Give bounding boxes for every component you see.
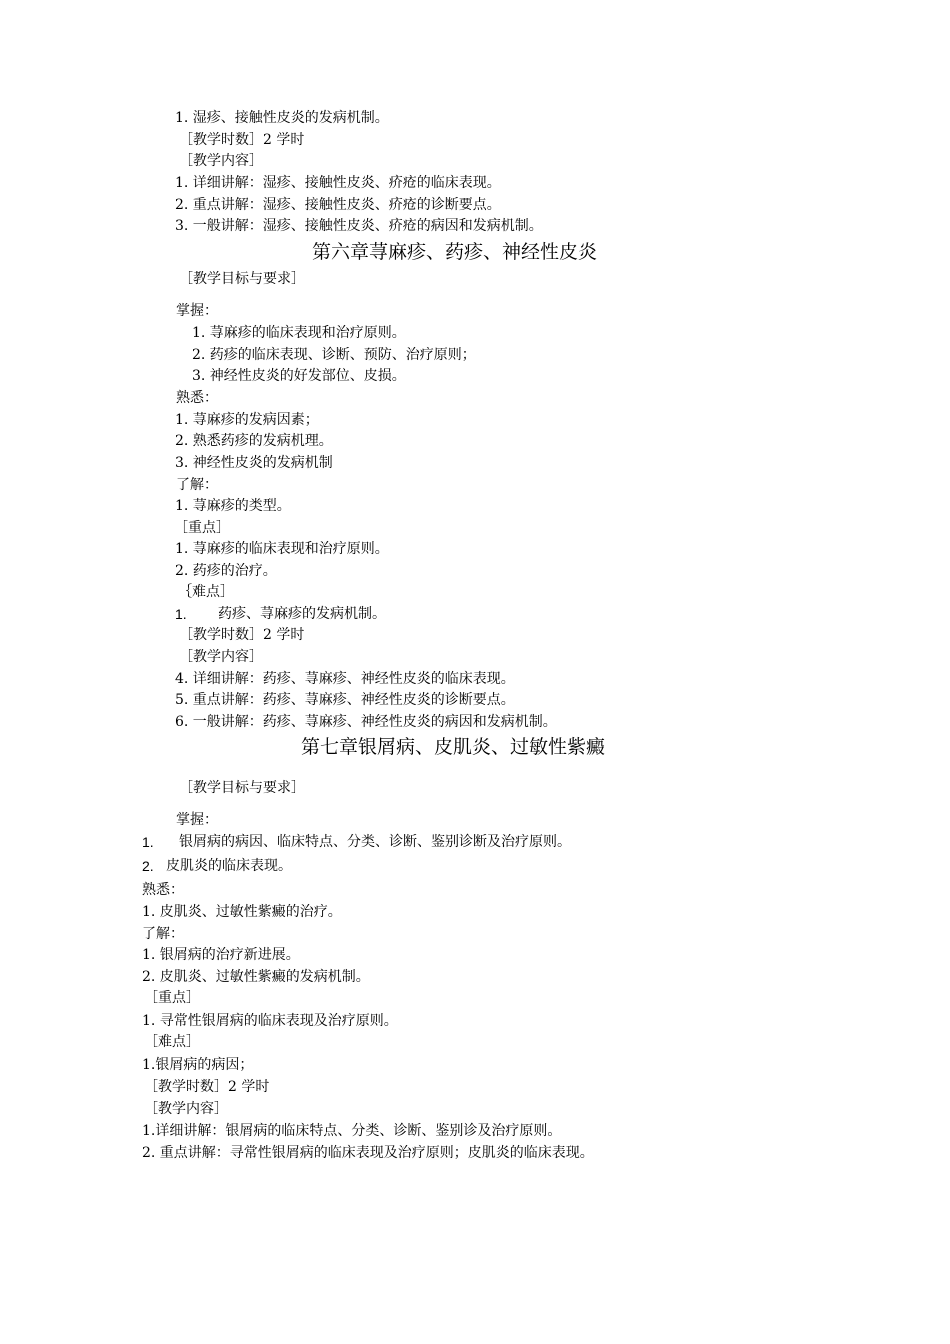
ch7-difficult-item: 1.银屑病的病因； — [142, 1057, 254, 1073]
ch5-content-item: 3. 一般讲解：湿疹、接触性皮炎、疥疮的病因和发病机制。 — [175, 218, 543, 234]
ch6-difficult-text: 药疹、荨麻疹的发病机制。 — [218, 606, 386, 622]
ch6-difficult-label: ｛难点］ — [178, 584, 234, 600]
ch5-content-label: ［教学内容］ — [179, 153, 263, 169]
ch6-key-label: ［重点］ — [174, 520, 230, 536]
ch6-difficult-number: 1. — [175, 606, 187, 622]
ch7-content-label: ［教学内容］ — [144, 1101, 228, 1117]
ch6-content-label: ［教学内容］ — [179, 649, 263, 665]
ch6-master-label: 掌握： — [176, 303, 218, 319]
ch7-key-label: ［重点］ — [144, 990, 200, 1006]
ch6-goals-label: ［教学目标与要求］ — [179, 271, 305, 287]
ch6-understand-item: 1. 荨麻疹的类型。 — [175, 498, 291, 514]
ch6-master-item: 3. 神经性皮炎的好发部位、皮损。 — [192, 368, 406, 384]
ch6-master-item: 1. 荨麻疹的临床表现和治疗原则。 — [192, 325, 406, 341]
ch7-goals-label: ［教学目标与要求］ — [179, 780, 305, 796]
ch6-teaching-hours: ［教学时数］2 学时 — [179, 627, 305, 643]
ch5-objective-item: 1. 湿疹、接触性皮炎的发病机制。 — [175, 110, 389, 126]
ch5-content-item: 1. 详细讲解：湿疹、接触性皮炎、疥疮的临床表现。 — [175, 175, 501, 191]
ch6-key-item: 1. 荨麻疹的临床表现和治疗原则。 — [175, 541, 389, 557]
ch6-key-item: 2. 药疹的治疗。 — [175, 563, 277, 579]
ch7-master-number: 1. — [142, 834, 154, 850]
ch7-master-item: 银屑病的病因、临床特点、分类、诊断、鉴别诊断及治疗原则。 — [179, 834, 571, 850]
ch7-content-item: 2. 重点讲解：寻常性银屑病的临床表现及治疗原则；皮肌炎的临床表现。 — [142, 1145, 594, 1161]
ch7-understand-item: 2. 皮肌炎、过敏性紫癜的发病机制。 — [142, 969, 370, 985]
ch6-master-item: 2. 药疹的临床表现、诊断、预防、治疗原则； — [192, 347, 476, 363]
ch7-teaching-hours: ［教学时数］2 学时 — [144, 1079, 270, 1095]
ch7-familiar-label: 熟悉： — [142, 882, 184, 898]
ch7-understand-label: 了解： — [142, 926, 184, 942]
ch6-content-item: 4. 详细讲解：药疹、荨麻疹、神经性皮炎的临床表现。 — [175, 671, 515, 687]
ch6-familiar-item: 3. 神经性皮炎的发病机制 — [175, 455, 333, 471]
ch7-understand-item: 1. 银屑病的治疗新进展。 — [142, 947, 300, 963]
ch5-teaching-hours: ［教学时数］2 学时 — [179, 132, 305, 148]
ch7-difficult-label: ［难点］ — [144, 1034, 200, 1050]
ch6-familiar-label: 熟悉： — [176, 390, 218, 406]
ch6-title: 第六章荨麻疹、药疹、神经性皮炎 — [312, 241, 598, 263]
ch7-master-label: 掌握： — [176, 812, 218, 828]
ch6-content-item: 6. 一般讲解：药疹、荨麻疹、神经性皮炎的病因和发病机制。 — [175, 714, 557, 730]
ch7-content-item: 1.详细讲解：银屑病的临床特点、分类、诊断、鉴别诊及治疗原则。 — [142, 1123, 562, 1139]
ch7-master-number: 2. — [142, 858, 154, 874]
ch7-key-item: 1. 寻常性银屑病的临床表现及治疗原则。 — [142, 1013, 398, 1029]
ch6-familiar-item: 2. 熟悉药疹的发病机理。 — [175, 433, 333, 449]
ch7-title: 第七章银屑病、皮肌炎、过敏性紫癜 — [301, 736, 606, 758]
ch7-familiar-item: 1. 皮肌炎、过敏性紫癜的治疗。 — [142, 904, 342, 920]
ch6-content-item: 5. 重点讲解：药疹、荨麻疹、神经性皮炎的诊断要点。 — [175, 692, 515, 708]
ch5-content-item: 2. 重点讲解：湿疹、接触性皮炎、疥疮的诊断要点。 — [175, 197, 501, 213]
ch6-understand-label: 了解： — [176, 477, 218, 493]
ch6-familiar-item: 1. 荨麻疹的发病因素； — [175, 412, 319, 428]
ch7-master-item: 皮肌炎的临床表现。 — [166, 858, 292, 874]
